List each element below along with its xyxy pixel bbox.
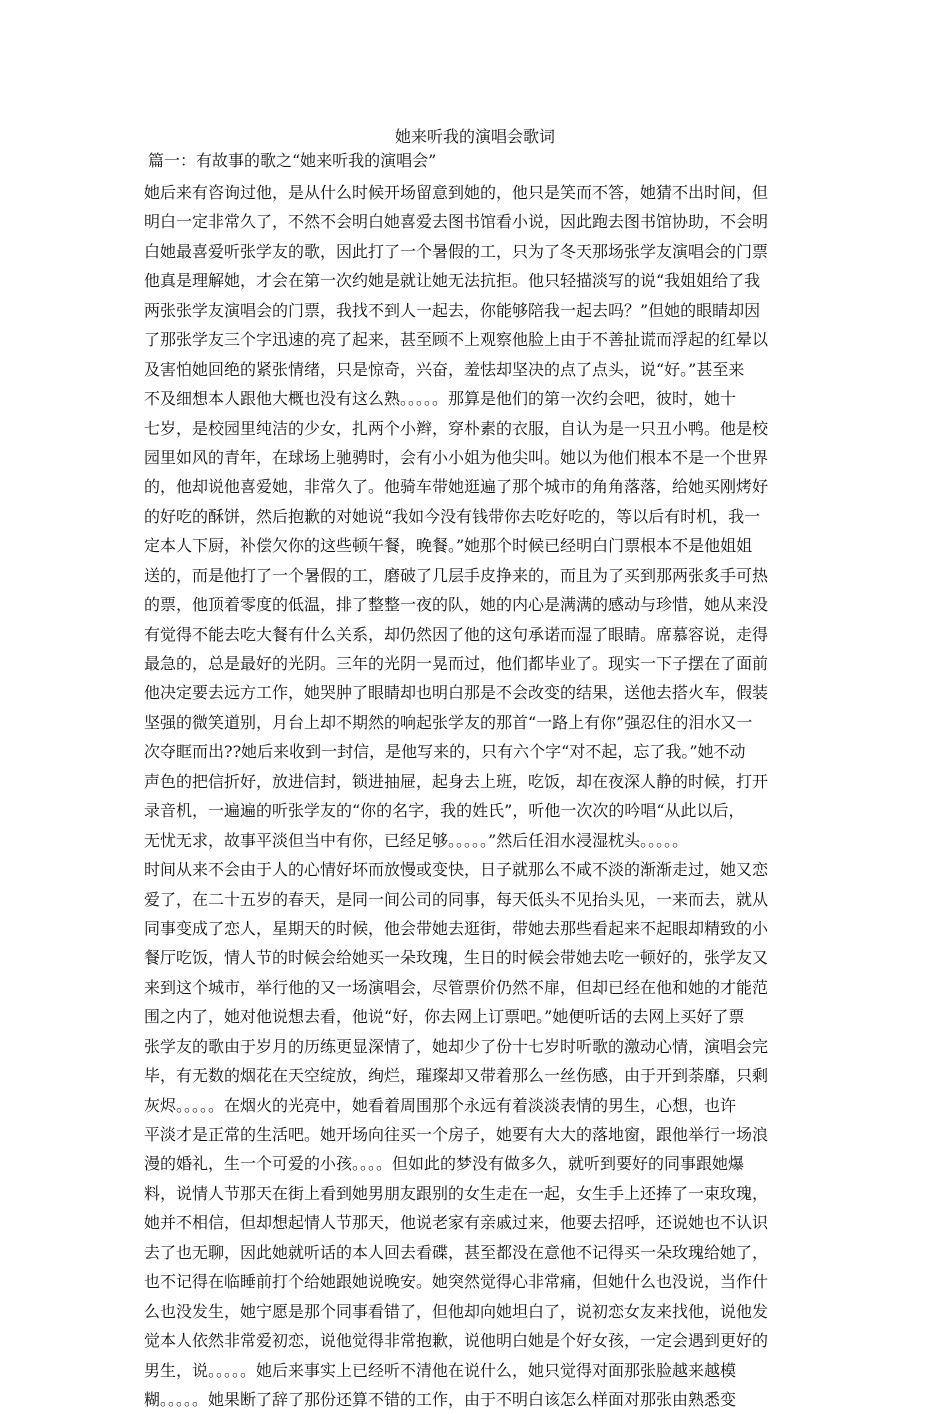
text-line: 也不记得在临睡前打个给她跟她说晚安。她突然觉得心非常痛，但她什么也没说，当作什 — [144, 1272, 769, 1292]
text-line: 无忧无求，故事平淡但当中有你，已经足够。。。。。”然后任泪水浸湿枕头。。。。。 — [144, 830, 689, 850]
text-line: 灰烬。。。。。在烟火的光亮中，她看着周围那个永远有着淡淡表情的男生，心想，也许 — [144, 1095, 737, 1115]
text-line: 围之内了，她对他说想去看，他说“好，你去网上订票吧。”她便听话的去网上买好了票 — [144, 1007, 745, 1027]
text-line: 觉本人依然非常爱初恋，说他觉得非常抱歉，说他明白她是个好女孩，一定会遇到更好的 — [144, 1331, 769, 1351]
text-line: 她后来有咨询过他，是从什么时候开场留意到她的，他只是笑而不答，她猜不出时间，但 — [144, 183, 769, 202]
body-text — [144, 178, 810, 1414]
text-line: 的票，他顶着零度的低温，排了整整一夜的队，她的内心是满满的感动与珍惜，她从来没 — [144, 595, 769, 615]
text-line: 她并不相信，但却想起情人节那天，他说老家有亲戚过来，他要去招呼，还说她也不认识 — [144, 1213, 769, 1233]
text-line: 不及细想本人跟他大概也没有这么熟。。。。。那算是他们的第一次约会吧，彼时，她十 — [144, 389, 737, 409]
text-line: 他决定要去远方工作，她哭肿了眼睛却也明白那是不会改变的结果，送他去搭火车，假装 — [144, 683, 769, 703]
text-line: 坚强的微笑道别，月台上却不期然的响起张学友的那首“一路上有你”强忍住的泪水又一 — [144, 712, 753, 732]
text-line: 漫的婚礼，生一个可爱的小孩。。。。但如此的梦没有做多久，就听到要好的同事跟她爆 — [144, 1154, 745, 1174]
text-line: 料，说情人节那天在街上看到她男朋友跟别的女生走在一起，女生手上还捧了一束玫瑰， — [144, 1183, 769, 1203]
text-line: 的，他却说他喜爱她，非常久了。他骑车带她逛遍了那个城市的角角落落，给她买刚烤好 — [144, 477, 769, 497]
section-heading: 篇一：有故事的歌之“她来听我的演唱会” — [148, 151, 437, 170]
text-line: 最急的，总是最好的光阴。三年的光阴一晃而过，他们都毕业了。现实一下子摆在了面前 — [144, 654, 769, 673]
text-line: 他真是理解她，才会在第一次约她是就让她无法抗拒。他只轻描淡写的说“我姐姐给了我 — [144, 271, 761, 291]
text-line: 的好吃的酥饼，然后抱歉的对她说“我如今没有钱带你去吃好吃的，等以后有时机，我一 — [144, 506, 761, 526]
text-line: 男生，说。。。。。她后来事实上已经听不清他在说什么，她只觉得对面那张脸越来越模 — [144, 1360, 737, 1380]
text-line: 送的，而是他打了一个暑假的工，磨破了几层手皮挣来的，而且为了买到那两张炙手可热 — [144, 565, 769, 585]
text-line: 张学友的歌由于岁月的历练更显深情了，她却少了份十七岁时听歌的激动心情，演唱会完 — [144, 1036, 769, 1056]
text-line: 么也没发生，她宁愿是那个同事看错了，但他却向她坦白了，说初恋女友来找他，说他发 — [144, 1301, 769, 1321]
text-line: 餐厅吃饭，情人节的时候会给她买一朵玫瑰，生日的时候会带她去吃一顿好的，张学友又 — [144, 948, 769, 968]
text-line: 及害怕她回绝的紧张情绪，只是惊奇，兴奋，羞怯却坚决的点了点头，说“好。”甚至来 — [144, 359, 745, 379]
text-line: 了那张学友三个字迅速的亮了起来，甚至顾不上观察他脸上由于不善扯谎而浮起的红晕以 — [144, 330, 769, 350]
text-line: 明白一定非常久了，不然不会明白她喜爱去图书馆看小说，因此跑去图书馆协助，不会明 — [144, 212, 769, 232]
text-line: 时间从来不会由于人的心情好坏而放慢或变快，日子就那么不咸不淡的渐渐走过，她又恋 — [144, 860, 769, 880]
text-line: 爱了，在二十五岁的春天，是同一间公司的同事，每天低头不见抬头见，一来而去，就从 — [144, 889, 769, 909]
text-line: 七岁，是校园里纯洁的少女，扎两个小辫，穿朴素的衣服，自认为是一只丑小鸭。他是校 — [144, 418, 769, 438]
text-line: 声色的把信折好，放进信封，锁进抽屉，起身去上班，吃饭，却在夜深人静的时候，打开 — [144, 771, 769, 791]
text-line: 糊。。。。。她果断了辞了那份还算不错的工作，由于不明白该怎么样面对那张由熟悉变 — [144, 1389, 737, 1409]
text-line: 平淡才是正常的生活吧。她开场向往买一个房子，她要有大大的落地窗，跟他举行一场浪 — [144, 1125, 769, 1144]
text-line: 定本人下厨，补偿欠你的这些顿午餐，晚餐。”她那个时候已经明白门票根本不是他姐姐 — [144, 536, 753, 556]
text-line: 两张张学友演唱会的门票，我找不到人一起去，你能够陪我一起去吗？”但她的眼睛却因 — [144, 300, 761, 320]
text-line: 次夺眶而出??她后来收到一封信，是他写来的，只有六个字“对不起，忘了我。”她不动 — [144, 742, 746, 762]
text-line: 去了也无聊，因此她就听话的本人回去看碟，甚至都没在意他不记得买一朵玫瑰给她了， — [144, 1242, 769, 1262]
text-line: 白她最喜爱听张学友的歌，因此打了一个暑假的工，只为了冬天那场张学友演唱会的门票 — [144, 241, 769, 261]
text-line: 有觉得不能去吃大餐有什么关系，却仍然因了他的这句承诺而湿了眼睛。席慕容说，走得 — [144, 624, 769, 644]
document-title: 她来听我的演唱会歌词 — [394, 127, 555, 146]
text-line: 毕，有无数的烟花在天空绽放，绚烂，璀璨却又带着那么一丝伤感，由于开到荼靡，只剩 — [144, 1066, 769, 1086]
text-line: 录音机，一遍遍的听张学友的“你的名字，我的姓氏”，听他一次次的吟唱“从此以后， — [144, 801, 745, 821]
text-line: 园里如风的青年，在球场上驰骋时，会有小小姐为他尖叫。她以为他们根本不是一个世界 — [144, 447, 769, 467]
text-line: 同事变成了恋人，星期天的时候，他会带她去逛街，带她去那些看起来不起眼却精致的小 — [144, 918, 769, 938]
text-line: 来到这个城市，举行他的又一场演唱会，尽管票价仍然不扉，但却已经在他和她的才能范 — [144, 977, 769, 997]
